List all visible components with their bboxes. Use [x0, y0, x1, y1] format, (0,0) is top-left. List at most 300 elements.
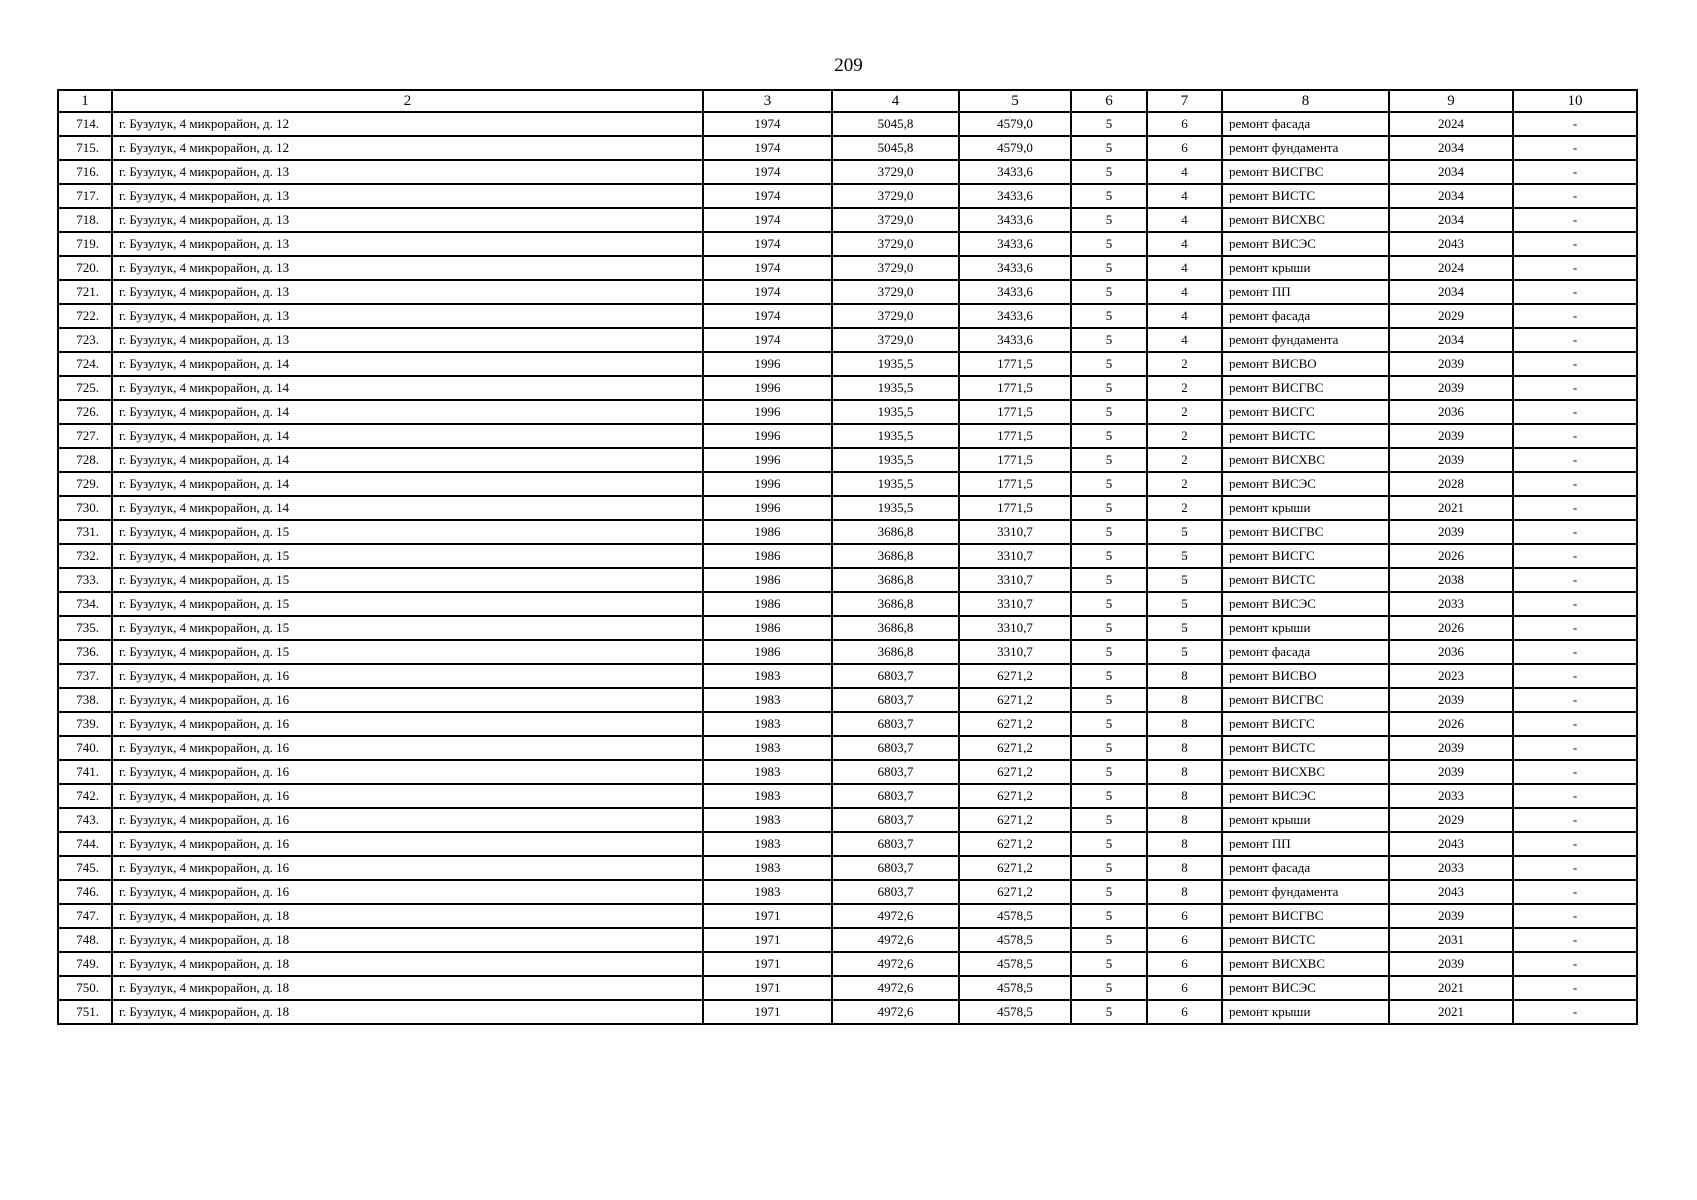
entrances-cell: 6	[1147, 976, 1222, 1000]
floors-cell: 5	[1071, 808, 1147, 832]
column-header: 8	[1222, 90, 1389, 112]
note-cell: -	[1513, 448, 1637, 472]
living-area-cell: 1771,5	[959, 448, 1071, 472]
living-area-cell: 6271,2	[959, 736, 1071, 760]
total-area-cell: 6803,7	[832, 664, 959, 688]
note-cell: -	[1513, 976, 1637, 1000]
total-area-cell: 5045,8	[832, 136, 959, 160]
year-cell: 1996	[703, 424, 832, 448]
total-area-cell: 3729,0	[832, 208, 959, 232]
note-cell: -	[1513, 616, 1637, 640]
row-number: 742.	[58, 784, 112, 808]
living-area-cell: 4578,5	[959, 976, 1071, 1000]
address-cell: г. Бузулук, 4 микрорайон, д. 15	[112, 520, 703, 544]
floors-cell: 5	[1071, 160, 1147, 184]
total-area-cell: 4972,6	[832, 928, 959, 952]
work-type-cell: ремонт ВИСЭС	[1222, 784, 1389, 808]
living-area-cell: 4578,5	[959, 1000, 1071, 1024]
address-cell: г. Бузулук, 4 микрорайон, д. 15	[112, 616, 703, 640]
entrances-cell: 6	[1147, 136, 1222, 160]
planned-year-cell: 2039	[1389, 424, 1513, 448]
work-type-cell: ремонт крыши	[1222, 1000, 1389, 1024]
entrances-cell: 4	[1147, 160, 1222, 184]
work-type-cell: ремонт ВИСХВС	[1222, 448, 1389, 472]
total-area-cell: 6803,7	[832, 880, 959, 904]
living-area-cell: 3310,7	[959, 544, 1071, 568]
planned-year-cell: 2039	[1389, 688, 1513, 712]
planned-year-cell: 2033	[1389, 784, 1513, 808]
address-cell: г. Бузулук, 4 микрорайон, д. 13	[112, 208, 703, 232]
row-number: 714.	[58, 112, 112, 136]
total-area-cell: 3729,0	[832, 304, 959, 328]
note-cell: -	[1513, 112, 1637, 136]
work-type-cell: ремонт ВИСГС	[1222, 712, 1389, 736]
table-row	[58, 616, 1637, 640]
year-cell: 1983	[703, 832, 832, 856]
total-area-cell: 5045,8	[832, 112, 959, 136]
living-area-cell: 3433,6	[959, 208, 1071, 232]
row-number: 724.	[58, 352, 112, 376]
living-area-cell: 3433,6	[959, 256, 1071, 280]
living-area-cell: 6271,2	[959, 880, 1071, 904]
entrances-cell: 5	[1147, 544, 1222, 568]
year-cell: 1974	[703, 256, 832, 280]
table-body	[58, 112, 1637, 1024]
planned-year-cell: 2024	[1389, 256, 1513, 280]
address-cell: г. Бузулук, 4 микрорайон, д. 18	[112, 904, 703, 928]
row-number: 741.	[58, 760, 112, 784]
note-cell: -	[1513, 760, 1637, 784]
note-cell: -	[1513, 496, 1637, 520]
total-area-cell: 6803,7	[832, 736, 959, 760]
year-cell: 1974	[703, 304, 832, 328]
work-type-cell: ремонт ВИСГВС	[1222, 904, 1389, 928]
entrances-cell: 8	[1147, 736, 1222, 760]
table-row	[58, 712, 1637, 736]
note-cell: -	[1513, 904, 1637, 928]
year-cell: 1974	[703, 232, 832, 256]
year-cell: 1986	[703, 640, 832, 664]
entrances-cell: 8	[1147, 784, 1222, 808]
work-type-cell: ремонт ПП	[1222, 832, 1389, 856]
total-area-cell: 6803,7	[832, 832, 959, 856]
work-type-cell: ремонт крыши	[1222, 256, 1389, 280]
address-cell: г. Бузулук, 4 микрорайон, д. 18	[112, 952, 703, 976]
total-area-cell: 6803,7	[832, 784, 959, 808]
address-cell: г. Бузулук, 4 микрорайон, д. 14	[112, 424, 703, 448]
year-cell: 1996	[703, 448, 832, 472]
column-header: 5	[959, 90, 1071, 112]
column-header: 6	[1071, 90, 1147, 112]
floors-cell: 5	[1071, 904, 1147, 928]
entrances-cell: 4	[1147, 280, 1222, 304]
living-area-cell: 6271,2	[959, 664, 1071, 688]
floors-cell: 5	[1071, 712, 1147, 736]
living-area-cell: 4579,0	[959, 136, 1071, 160]
year-cell: 1983	[703, 736, 832, 760]
work-type-cell: ремонт фундамента	[1222, 328, 1389, 352]
total-area-cell: 1935,5	[832, 352, 959, 376]
row-number: 751.	[58, 1000, 112, 1024]
note-cell: -	[1513, 640, 1637, 664]
note-cell: -	[1513, 280, 1637, 304]
table-row	[58, 136, 1637, 160]
table-row	[58, 856, 1637, 880]
entrances-cell: 2	[1147, 424, 1222, 448]
floors-cell: 5	[1071, 208, 1147, 232]
total-area-cell: 3686,8	[832, 640, 959, 664]
entrances-cell: 8	[1147, 856, 1222, 880]
address-cell: г. Бузулук, 4 микрорайон, д. 13	[112, 160, 703, 184]
floors-cell: 5	[1071, 328, 1147, 352]
address-cell: г. Бузулук, 4 микрорайон, д. 16	[112, 760, 703, 784]
page-number: 209	[834, 55, 863, 76]
table-row	[58, 520, 1637, 544]
planned-year-cell: 2023	[1389, 664, 1513, 688]
total-area-cell: 3729,0	[832, 160, 959, 184]
note-cell: -	[1513, 736, 1637, 760]
row-number: 736.	[58, 640, 112, 664]
table-row	[58, 568, 1637, 592]
planned-year-cell: 2036	[1389, 640, 1513, 664]
column-header: 4	[832, 90, 959, 112]
floors-cell: 5	[1071, 376, 1147, 400]
planned-year-cell: 2034	[1389, 280, 1513, 304]
planned-year-cell: 2043	[1389, 232, 1513, 256]
table-row	[58, 928, 1637, 952]
row-number: 750.	[58, 976, 112, 1000]
note-cell: -	[1513, 544, 1637, 568]
address-cell: г. Бузулук, 4 микрорайон, д. 16	[112, 856, 703, 880]
floors-cell: 5	[1071, 1000, 1147, 1024]
row-number: 722.	[58, 304, 112, 328]
year-cell: 1986	[703, 592, 832, 616]
year-cell: 1986	[703, 544, 832, 568]
column-header: 3	[703, 90, 832, 112]
living-area-cell: 3433,6	[959, 304, 1071, 328]
row-number: 719.	[58, 232, 112, 256]
row-number: 748.	[58, 928, 112, 952]
living-area-cell: 3433,6	[959, 328, 1071, 352]
work-type-cell: ремонт ВИСГВС	[1222, 376, 1389, 400]
work-type-cell: ремонт ВИСТС	[1222, 568, 1389, 592]
row-number: 746.	[58, 880, 112, 904]
note-cell: -	[1513, 592, 1637, 616]
address-cell: г. Бузулук, 4 микрорайон, д. 18	[112, 928, 703, 952]
note-cell: -	[1513, 184, 1637, 208]
floors-cell: 5	[1071, 616, 1147, 640]
living-area-cell: 4578,5	[959, 952, 1071, 976]
address-cell: г. Бузулук, 4 микрорайон, д. 18	[112, 976, 703, 1000]
floors-cell: 5	[1071, 352, 1147, 376]
year-cell: 1971	[703, 976, 832, 1000]
planned-year-cell: 2043	[1389, 880, 1513, 904]
note-cell: -	[1513, 1000, 1637, 1024]
note-cell: -	[1513, 928, 1637, 952]
planned-year-cell: 2043	[1389, 832, 1513, 856]
table-row	[58, 208, 1637, 232]
work-type-cell: ремонт ПП	[1222, 280, 1389, 304]
table-row	[58, 976, 1637, 1000]
work-type-cell: ремонт ВИСТС	[1222, 928, 1389, 952]
table-row	[58, 1000, 1637, 1024]
row-number: 715.	[58, 136, 112, 160]
table-row	[58, 784, 1637, 808]
entrances-cell: 5	[1147, 568, 1222, 592]
work-type-cell: ремонт ВИСТС	[1222, 736, 1389, 760]
table-row	[58, 112, 1637, 136]
address-cell: г. Бузулук, 4 микрорайон, д. 14	[112, 400, 703, 424]
address-cell: г. Бузулук, 4 микрорайон, д. 13	[112, 304, 703, 328]
floors-cell: 5	[1071, 496, 1147, 520]
floors-cell: 5	[1071, 184, 1147, 208]
living-area-cell: 4578,5	[959, 928, 1071, 952]
floors-cell: 5	[1071, 112, 1147, 136]
row-number: 739.	[58, 712, 112, 736]
table-header-row	[58, 90, 1637, 112]
entrances-cell: 6	[1147, 952, 1222, 976]
total-area-cell: 3729,0	[832, 328, 959, 352]
note-cell: -	[1513, 424, 1637, 448]
table-row	[58, 904, 1637, 928]
work-type-cell: ремонт фасада	[1222, 640, 1389, 664]
planned-year-cell: 2028	[1389, 472, 1513, 496]
entrances-cell: 2	[1147, 496, 1222, 520]
entrances-cell: 6	[1147, 112, 1222, 136]
planned-year-cell: 2024	[1389, 112, 1513, 136]
planned-year-cell: 2039	[1389, 952, 1513, 976]
column-header: 9	[1389, 90, 1513, 112]
planned-year-cell: 2038	[1389, 568, 1513, 592]
table-row	[58, 952, 1637, 976]
address-cell: г. Бузулук, 4 микрорайон, д. 16	[112, 736, 703, 760]
work-type-cell: ремонт крыши	[1222, 616, 1389, 640]
entrances-cell: 4	[1147, 256, 1222, 280]
total-area-cell: 4972,6	[832, 976, 959, 1000]
work-type-cell: ремонт фасада	[1222, 304, 1389, 328]
total-area-cell: 1935,5	[832, 496, 959, 520]
living-area-cell: 6271,2	[959, 688, 1071, 712]
table-row	[58, 688, 1637, 712]
note-cell: -	[1513, 304, 1637, 328]
entrances-cell: 2	[1147, 448, 1222, 472]
table-row	[58, 832, 1637, 856]
entrances-cell: 8	[1147, 832, 1222, 856]
year-cell: 1983	[703, 784, 832, 808]
year-cell: 1974	[703, 160, 832, 184]
entrances-cell: 2	[1147, 400, 1222, 424]
living-area-cell: 3310,7	[959, 592, 1071, 616]
planned-year-cell: 2031	[1389, 928, 1513, 952]
entrances-cell: 2	[1147, 376, 1222, 400]
total-area-cell: 1935,5	[832, 424, 959, 448]
year-cell: 1974	[703, 280, 832, 304]
year-cell: 1974	[703, 184, 832, 208]
address-cell: г. Бузулук, 4 микрорайон, д. 13	[112, 232, 703, 256]
note-cell: -	[1513, 160, 1637, 184]
note-cell: -	[1513, 856, 1637, 880]
year-cell: 1971	[703, 952, 832, 976]
address-cell: г. Бузулук, 4 микрорайон, д. 16	[112, 712, 703, 736]
floors-cell: 5	[1071, 640, 1147, 664]
floors-cell: 5	[1071, 832, 1147, 856]
address-cell: г. Бузулук, 4 микрорайон, д. 13	[112, 280, 703, 304]
year-cell: 1983	[703, 856, 832, 880]
planned-year-cell: 2039	[1389, 520, 1513, 544]
year-cell: 1996	[703, 352, 832, 376]
address-cell: г. Бузулук, 4 микрорайон, д. 14	[112, 448, 703, 472]
row-number: 716.	[58, 160, 112, 184]
address-cell: г. Бузулук, 4 микрорайон, д. 18	[112, 1000, 703, 1024]
planned-year-cell: 2039	[1389, 736, 1513, 760]
row-number: 725.	[58, 376, 112, 400]
note-cell: -	[1513, 880, 1637, 904]
total-area-cell: 3686,8	[832, 616, 959, 640]
table-row	[58, 376, 1637, 400]
work-type-cell: ремонт ВИСЭС	[1222, 472, 1389, 496]
total-area-cell: 1935,5	[832, 376, 959, 400]
row-number: 737.	[58, 664, 112, 688]
total-area-cell: 3686,8	[832, 592, 959, 616]
address-cell: г. Бузулук, 4 микрорайон, д. 12	[112, 136, 703, 160]
address-cell: г. Бузулук, 4 микрорайон, д. 16	[112, 832, 703, 856]
work-type-cell: ремонт ВИСГВС	[1222, 160, 1389, 184]
row-number: 733.	[58, 568, 112, 592]
total-area-cell: 1935,5	[832, 472, 959, 496]
table-row	[58, 808, 1637, 832]
floors-cell: 5	[1071, 448, 1147, 472]
column-header: 7	[1147, 90, 1222, 112]
floors-cell: 5	[1071, 472, 1147, 496]
row-number: 749.	[58, 952, 112, 976]
year-cell: 1971	[703, 928, 832, 952]
address-cell: г. Бузулук, 4 микрорайон, д. 16	[112, 880, 703, 904]
address-cell: г. Бузулук, 4 микрорайон, д. 14	[112, 472, 703, 496]
entrances-cell: 8	[1147, 808, 1222, 832]
planned-year-cell: 2029	[1389, 304, 1513, 328]
total-area-cell: 3729,0	[832, 280, 959, 304]
table-row	[58, 880, 1637, 904]
work-type-cell: ремонт ВИСХВС	[1222, 760, 1389, 784]
note-cell: -	[1513, 472, 1637, 496]
entrances-cell: 8	[1147, 664, 1222, 688]
entrances-cell: 6	[1147, 1000, 1222, 1024]
year-cell: 1996	[703, 472, 832, 496]
row-number: 717.	[58, 184, 112, 208]
year-cell: 1971	[703, 904, 832, 928]
work-type-cell: ремонт крыши	[1222, 808, 1389, 832]
row-number: 744.	[58, 832, 112, 856]
living-area-cell: 3433,6	[959, 280, 1071, 304]
capital-repair-table	[57, 89, 1638, 1025]
total-area-cell: 3729,0	[832, 184, 959, 208]
living-area-cell: 3310,7	[959, 568, 1071, 592]
table-row	[58, 760, 1637, 784]
note-cell: -	[1513, 208, 1637, 232]
year-cell: 1983	[703, 880, 832, 904]
year-cell: 1983	[703, 808, 832, 832]
total-area-cell: 6803,7	[832, 688, 959, 712]
floors-cell: 5	[1071, 952, 1147, 976]
total-area-cell: 3686,8	[832, 544, 959, 568]
floors-cell: 5	[1071, 976, 1147, 1000]
floors-cell: 5	[1071, 136, 1147, 160]
planned-year-cell: 2021	[1389, 1000, 1513, 1024]
entrances-cell: 4	[1147, 184, 1222, 208]
address-cell: г. Бузулук, 4 микрорайон, д. 16	[112, 808, 703, 832]
table-row	[58, 400, 1637, 424]
planned-year-cell: 2026	[1389, 712, 1513, 736]
table-row	[58, 424, 1637, 448]
note-cell: -	[1513, 832, 1637, 856]
floors-cell: 5	[1071, 304, 1147, 328]
entrances-cell: 5	[1147, 616, 1222, 640]
total-area-cell: 4972,6	[832, 952, 959, 976]
table-row	[58, 352, 1637, 376]
row-number: 720.	[58, 256, 112, 280]
work-type-cell: ремонт фундамента	[1222, 880, 1389, 904]
living-area-cell: 6271,2	[959, 832, 1071, 856]
entrances-cell: 8	[1147, 688, 1222, 712]
floors-cell: 5	[1071, 592, 1147, 616]
living-area-cell: 1771,5	[959, 424, 1071, 448]
planned-year-cell: 2033	[1389, 592, 1513, 616]
total-area-cell: 4972,6	[832, 1000, 959, 1024]
living-area-cell: 3433,6	[959, 232, 1071, 256]
planned-year-cell: 2039	[1389, 904, 1513, 928]
planned-year-cell: 2036	[1389, 400, 1513, 424]
table-row	[58, 232, 1637, 256]
total-area-cell: 6803,7	[832, 712, 959, 736]
living-area-cell: 6271,2	[959, 856, 1071, 880]
living-area-cell: 6271,2	[959, 760, 1071, 784]
floors-cell: 5	[1071, 280, 1147, 304]
year-cell: 1974	[703, 328, 832, 352]
living-area-cell: 6271,2	[959, 712, 1071, 736]
table-row	[58, 544, 1637, 568]
table-row	[58, 256, 1637, 280]
living-area-cell: 6271,2	[959, 784, 1071, 808]
planned-year-cell: 2026	[1389, 616, 1513, 640]
work-type-cell: ремонт фасада	[1222, 112, 1389, 136]
note-cell: -	[1513, 352, 1637, 376]
entrances-cell: 8	[1147, 880, 1222, 904]
planned-year-cell: 2029	[1389, 808, 1513, 832]
address-cell: г. Бузулук, 4 микрорайон, д. 15	[112, 640, 703, 664]
floors-cell: 5	[1071, 664, 1147, 688]
row-number: 731.	[58, 520, 112, 544]
work-type-cell: ремонт ВИСЭС	[1222, 232, 1389, 256]
living-area-cell: 1771,5	[959, 400, 1071, 424]
note-cell: -	[1513, 520, 1637, 544]
living-area-cell: 3310,7	[959, 520, 1071, 544]
address-cell: г. Бузулук, 4 микрорайон, д. 16	[112, 664, 703, 688]
year-cell: 1983	[703, 664, 832, 688]
planned-year-cell: 2034	[1389, 136, 1513, 160]
planned-year-cell: 2039	[1389, 352, 1513, 376]
floors-cell: 5	[1071, 232, 1147, 256]
address-cell: г. Бузулук, 4 микрорайон, д. 15	[112, 568, 703, 592]
table-row	[58, 184, 1637, 208]
note-cell: -	[1513, 232, 1637, 256]
total-area-cell: 1935,5	[832, 400, 959, 424]
living-area-cell: 6271,2	[959, 808, 1071, 832]
row-number: 745.	[58, 856, 112, 880]
work-type-cell: ремонт ВИСЭС	[1222, 976, 1389, 1000]
entrances-cell: 6	[1147, 928, 1222, 952]
note-cell: -	[1513, 136, 1637, 160]
column-header: 2	[112, 90, 703, 112]
